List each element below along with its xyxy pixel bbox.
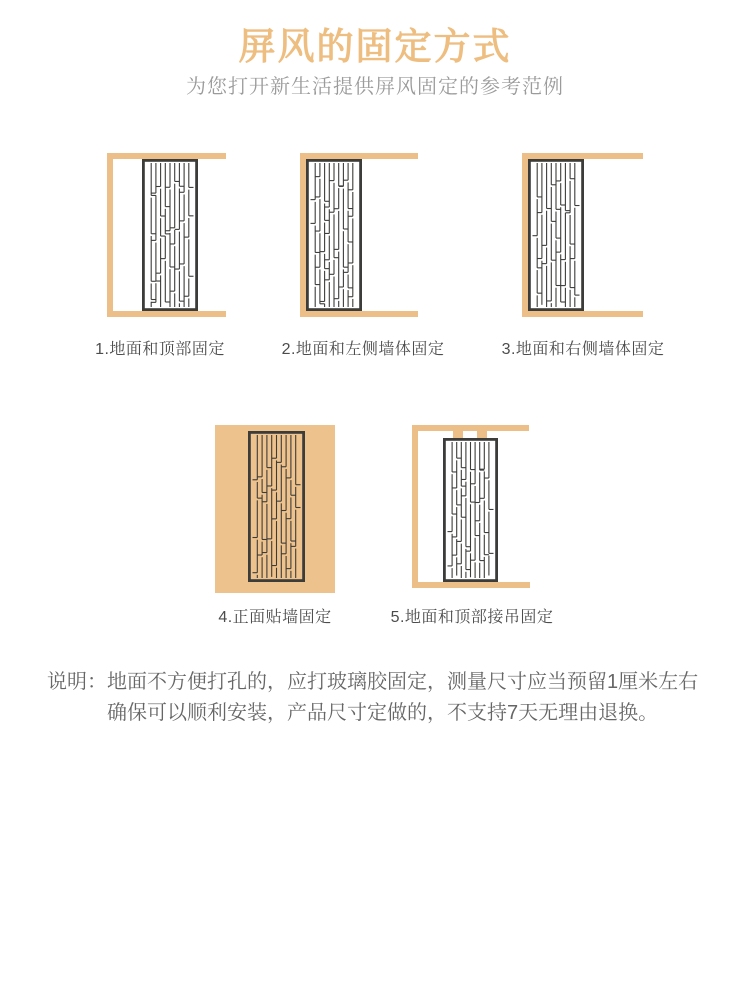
- figure-method-4: [215, 425, 335, 593]
- screen-panel: [528, 159, 584, 311]
- note: [47, 667, 698, 729]
- figure-method-3: [522, 153, 643, 317]
- floor-bar: [522, 311, 643, 317]
- wall-left-bar: [412, 425, 418, 588]
- figure-method-2: [300, 153, 418, 317]
- method-label-1: 1.地面和顶部固定: [95, 341, 225, 358]
- method-label-4: 4.正面贴墙固定: [218, 609, 332, 626]
- floor-bar: [300, 311, 418, 317]
- note-prefix-label: 说明：: [47, 671, 107, 693]
- floor-bar: [107, 311, 226, 317]
- method-label-3: 3.地面和右侧墙体固定: [501, 341, 665, 358]
- note-line-2: 确保可以顺利安装，产品尺寸定做的，不支持7天无理由退换。: [107, 702, 659, 724]
- ceiling-bar: [412, 425, 529, 431]
- screen-panel: [142, 159, 198, 311]
- wall-left-bar: [107, 153, 113, 317]
- note-text: [107, 667, 698, 729]
- screen-panel: [306, 159, 362, 311]
- floor-bar: [412, 582, 530, 588]
- note-line-1: 地面不方便打孔的，应打玻璃胶固定，测量尺寸应当预留1厘米左右: [107, 671, 699, 693]
- page-title: 屏风的固定方式: [238, 26, 512, 67]
- page-subtitle: 为您打开新生活提供屏风固定的参考范例: [186, 76, 564, 98]
- figure-method-1: [107, 153, 226, 317]
- method-label-5: 5.地面和顶部接吊固定: [390, 609, 554, 626]
- method-label-2: 2.地面和左侧墙体固定: [281, 341, 445, 358]
- screen-panel: [443, 438, 498, 582]
- figure-method-5: [412, 425, 530, 588]
- screen-panel: [248, 431, 305, 582]
